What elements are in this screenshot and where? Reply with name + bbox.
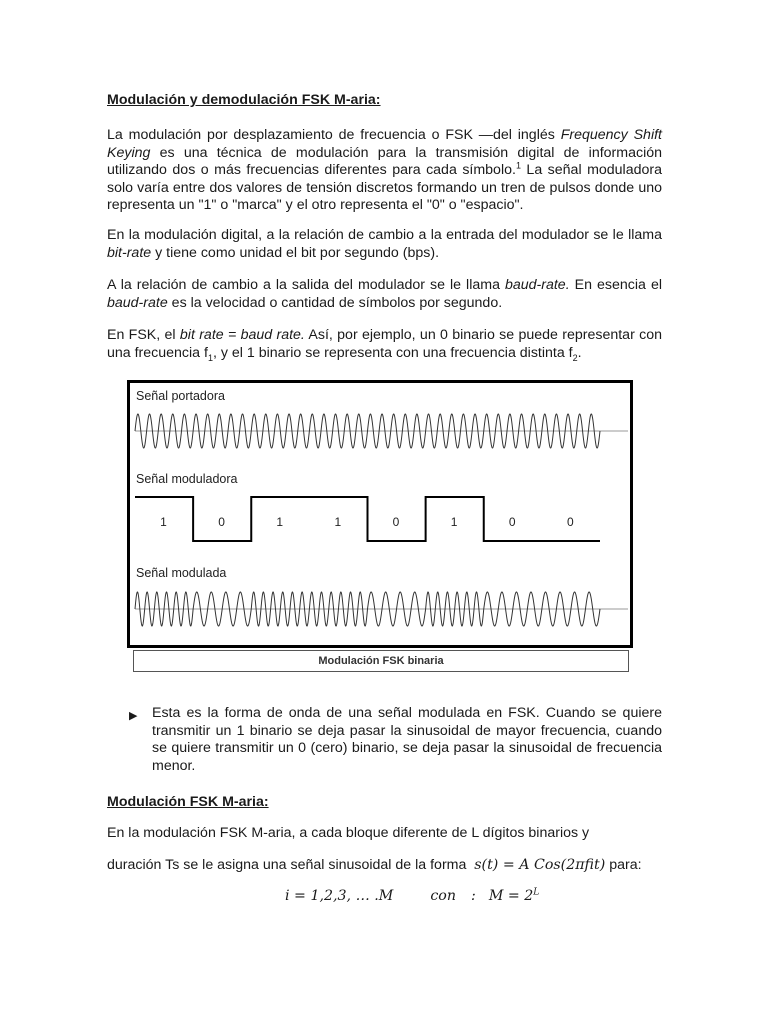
- bit-label: 1: [276, 515, 283, 529]
- triangle-bullet-icon: ▶: [129, 710, 138, 722]
- bit-label: 1: [334, 515, 342, 529]
- bit-label: 1: [450, 515, 458, 529]
- heading-fsk-m-aria: Modulación y demodulación FSK M-aria:: [107, 92, 381, 108]
- footnote-marker: 1: [515, 160, 521, 171]
- modulated-label: Señal modulada: [136, 566, 227, 580]
- bullet-paragraph: Esta es la forma de onda de una señal modulada en FSK. Cuando se quiere transmitir un 1 binario se deja pasar la sinusoidal de mayor frecuencia, cuando se quiere transmitir un 0 (cero) binario, se deja pasar la sinusoidal de frecuencia menor.: [152, 705, 662, 774]
- bit-label: 0: [392, 515, 400, 529]
- carrier-label: Señal portadora: [136, 389, 225, 403]
- carrier-wave: [135, 414, 600, 448]
- bit-label: 0: [566, 515, 574, 529]
- heading-fsk-m-aria-2: Modulación FSK M-aria:: [107, 794, 269, 810]
- bit-label: 0: [508, 515, 516, 529]
- index-formula: i = 1,2,3, … .M con : $M = 2^L$: [285, 887, 540, 904]
- fsk-waveform-figure: [127, 380, 633, 648]
- modulating-label: Señal moduladora: [136, 472, 238, 486]
- paragraph-m-aria-blocks: En la modulación FSK M-aria, a cada bloque diferente de L dígitos binarios y: [107, 825, 590, 841]
- fsk-waveform-svg: [130, 383, 630, 645]
- paragraph-fsk-example: En FSK, el bit rate = baud rate. Así, por ejemplo, un 0 binario se puede representar con una frecuencia $f_1$, y el 1 binario se representa con una frecuencia distinta $f_2$.: [107, 327, 662, 363]
- bit-label: 0: [218, 515, 225, 529]
- bit-label: 1: [160, 515, 167, 529]
- modulating-wave: [135, 497, 600, 541]
- signal-formula: s(t) = A Cos(2πfit): [474, 857, 606, 873]
- paragraph-signal-form: duración Ts se le asigna una señal sinusoidal de la forma s(t) = A Cos(2πfit) para:: [107, 857, 642, 873]
- figure-caption: Modulación FSK binaria: [133, 650, 629, 672]
- paragraph-fsk-definition: La modulación por desplazamiento de frecuencia o FSK —del inglés Frequency Shift Keying es una técnica de modulación para la transmisión digital de información utilizando dos o más frecuencias diferentes para cada símbolo.$^1$ La señal moduladora solo varía entre dos valores de tensión discretos formando un tren de pulsos donde uno representa un "1" o "marca" y el otro representa el "0" o "espacio".: [107, 127, 662, 213]
- paragraph-baud-rate: A la relación de cambio a la salida del modulador se le llama baud-rate. En esencia el baud-rate es la velocidad o cantidad de símbolos por segundo.: [107, 277, 662, 311]
- paragraph-bit-rate: En la modulación digital, a la relación de cambio a la entrada del modulador se le llama bit-rate y tiene como unidad el bit por segundo (bps).: [107, 227, 662, 261]
